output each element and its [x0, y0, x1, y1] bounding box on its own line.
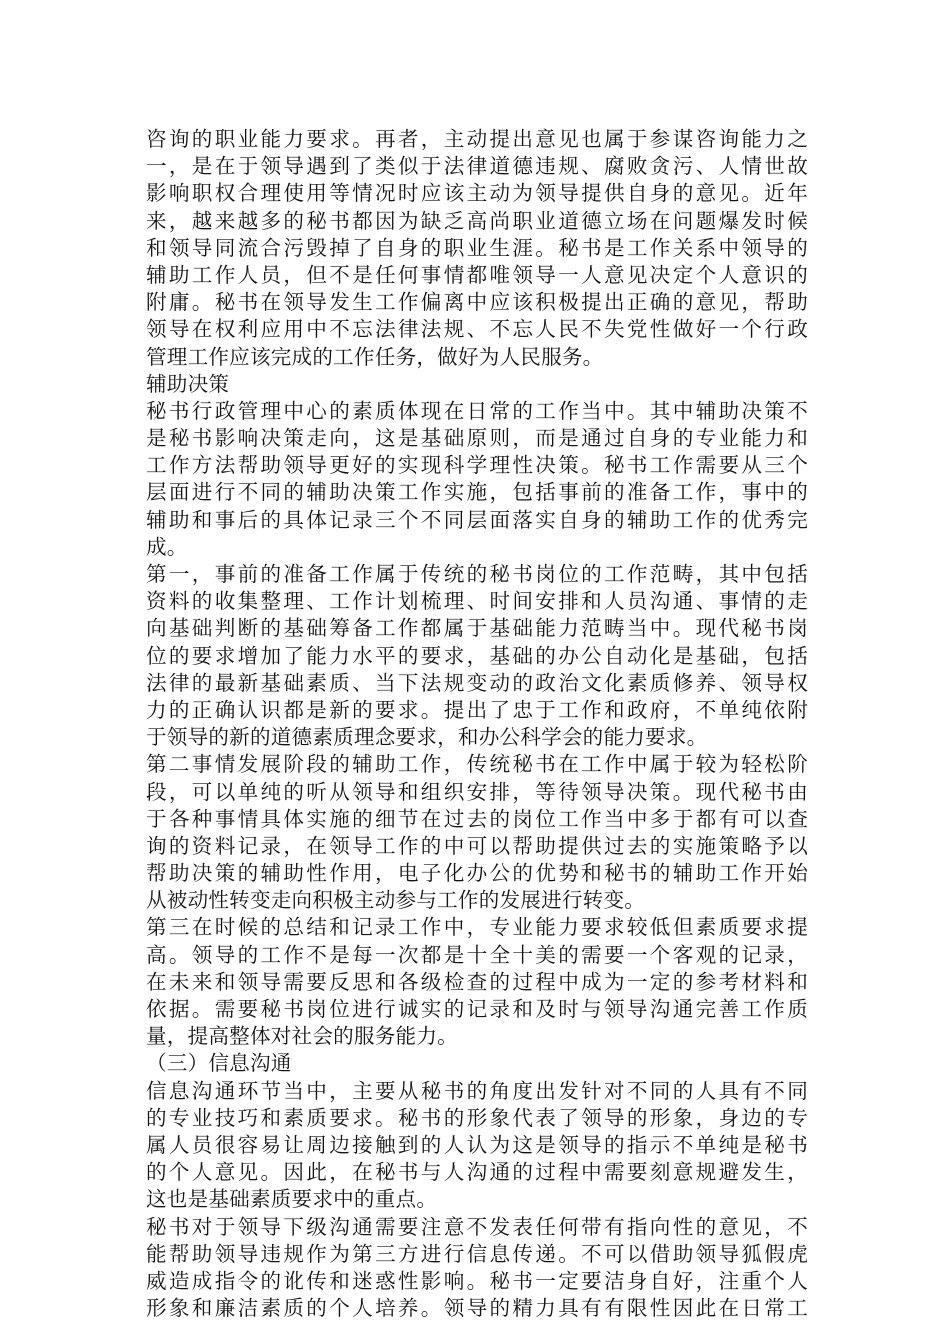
- text-line: 询的资料记录，在领导工作的中可以帮助提供过去的实施策略予以: [146, 833, 808, 858]
- text-line: 帮助决策的辅助性作用，电子化办公的优势和秘书的辅助工作开始: [146, 861, 808, 886]
- text-line: 力的正确认识都是新的要求。提出了忠于工作和政府，不单纯依附: [146, 697, 808, 722]
- text-line: 第二事情发展阶段的辅助工作，传统秘书在工作中属于较为轻松阶: [146, 752, 808, 777]
- text-line: 层面进行不同的辅助决策工作实施，包括事前的准备工作，事中的: [146, 480, 808, 505]
- text-line: 影响职权合理使用等情况时应该主动为领导提供自身的意见。近年: [146, 181, 808, 206]
- text-line: 高。领导的工作不是每一次都是十全十美的需要一个客观的记录，: [146, 942, 808, 967]
- text-line: 的专业技巧和素质要求。秘书的形象代表了领导的形象，身边的专: [146, 1105, 808, 1130]
- text-line: 信息沟通环节当中，主要从秘书的角度出发针对不同的人具有不同: [146, 1078, 808, 1103]
- paragraph: [146, 1214, 808, 1323]
- section-heading: [146, 1050, 808, 1077]
- text-line: 段，可以单纯的听从领导和组织安排，等待领导决策。现代秘书由: [146, 779, 808, 804]
- text-line: 一，是在于领导遇到了类似于法律道德违规、腐败贪污、人情世故: [146, 154, 808, 179]
- text-line: 和领导同流合污毁掉了自身的职业生涯。秘书是工作关系中领导的: [146, 235, 808, 260]
- text-line: 成。: [146, 534, 188, 559]
- paragraph: [146, 561, 808, 751]
- text-line: 管理工作应该完成的工作任务，做好为人民服务。: [146, 344, 604, 369]
- text-line: 秘书行政管理中心的素质体现在日常的工作当中。其中辅助决策不: [146, 398, 808, 423]
- text-line: 法律的最新基础素质、当下法规变动的政治文化素质修养、领导权: [146, 670, 808, 695]
- text-line: 来，越来越多的秘书都因为缺乏高尚职业道德立场在问题爆发时候: [146, 208, 808, 233]
- text-line: 依据。需要秘书岗位进行诚实的记录和及时与领导沟通完善工作质: [146, 997, 808, 1021]
- paragraph: [146, 398, 808, 561]
- text-line: 从被动性转变走向积极主动参与工作的发展进行转变。: [146, 888, 646, 913]
- text-line: 威造成指令的讹传和迷惑性影响。秘书一定要洁身自好，注重个人: [146, 1268, 808, 1293]
- text-line: 是秘书影响决策走向，这是基础原则，而是通过自身的专业能力和: [146, 426, 808, 451]
- text-line: 形象和廉洁素质的个人培养。领导的精力具有有限性因此在日常工: [146, 1296, 808, 1321]
- section-heading: [146, 371, 808, 398]
- paragraph: [146, 126, 808, 371]
- text-line: 属人员很容易让周边接触到的人认为这是领导的指示不单纯是秘书: [146, 1132, 808, 1157]
- text-line: 于领导的新的道德素质理念要求，和办公科学会的能力要求。: [146, 725, 708, 750]
- document-body: [146, 126, 808, 1322]
- paragraph: [146, 1078, 808, 1214]
- text-line: 向基础判断的基础筹备工作都属于基础能力范畴当中。现代秘书岗: [146, 616, 808, 641]
- text-line: 咨询的职业能力要求。再者，主动提出意见也属于参谋咨询能力之: [146, 127, 808, 151]
- text-line: 第一，事前的准备工作属于传统的秘书岗位的工作范畴，其中包括: [146, 562, 808, 586]
- text-line: 的个人意见。因此，在秘书与人沟通的过程中需要刻意规避发生，: [146, 1160, 808, 1185]
- paragraph: [146, 914, 808, 1050]
- text-line: 辅助工作人员，但不是任何事情都唯领导一人意见决定个人意识的: [146, 262, 808, 287]
- text-line: 领导在权利应用中不忘法律法规、不忘人民不失党性做好一个行政: [146, 317, 808, 342]
- text-line: 秘书对于领导下级沟通需要注意不发表任何带有指向性的意见，不: [146, 1214, 808, 1239]
- text-line: 于各种事情具体实施的细节在过去的岗位工作当中多于都有可以查: [146, 806, 808, 831]
- text-line: 附庸。秘书在领导发生工作偏离中应该积极提出正确的意见，帮助: [146, 290, 808, 315]
- text-line: 能帮助领导违规作为第三方进行信息传递。不可以借助领导狐假虎: [146, 1241, 808, 1266]
- text-line: 这也是基础素质要求中的重点。: [146, 1187, 438, 1212]
- text-line: 资料的收集整理、工作计划梳理、时间安排和人员沟通、事情的走: [146, 589, 808, 614]
- text-line: 在未来和领导需要反思和各级检查的过程中成为一定的参考材料和: [146, 969, 808, 994]
- text-line: （三）信息沟通: [146, 1051, 292, 1076]
- text-line: 辅助决策: [146, 371, 230, 396]
- text-line: 第三在时候的总结和记录工作中，专业能力要求较低但素质要求提: [146, 915, 808, 940]
- text-line: 量，提高整体对社会的服务能力。: [146, 1024, 458, 1049]
- text-line: 工作方法帮助领导更好的实现科学理性决策。秘书工作需要从三个: [146, 453, 808, 478]
- text-line: 辅助和事后的具体记录三个不同层面落实自身的辅助工作的优秀完: [146, 507, 808, 532]
- text-line: 位的要求增加了能力水平的要求，基础的办公自动化是基础，包括: [146, 643, 808, 668]
- paragraph: [146, 751, 808, 914]
